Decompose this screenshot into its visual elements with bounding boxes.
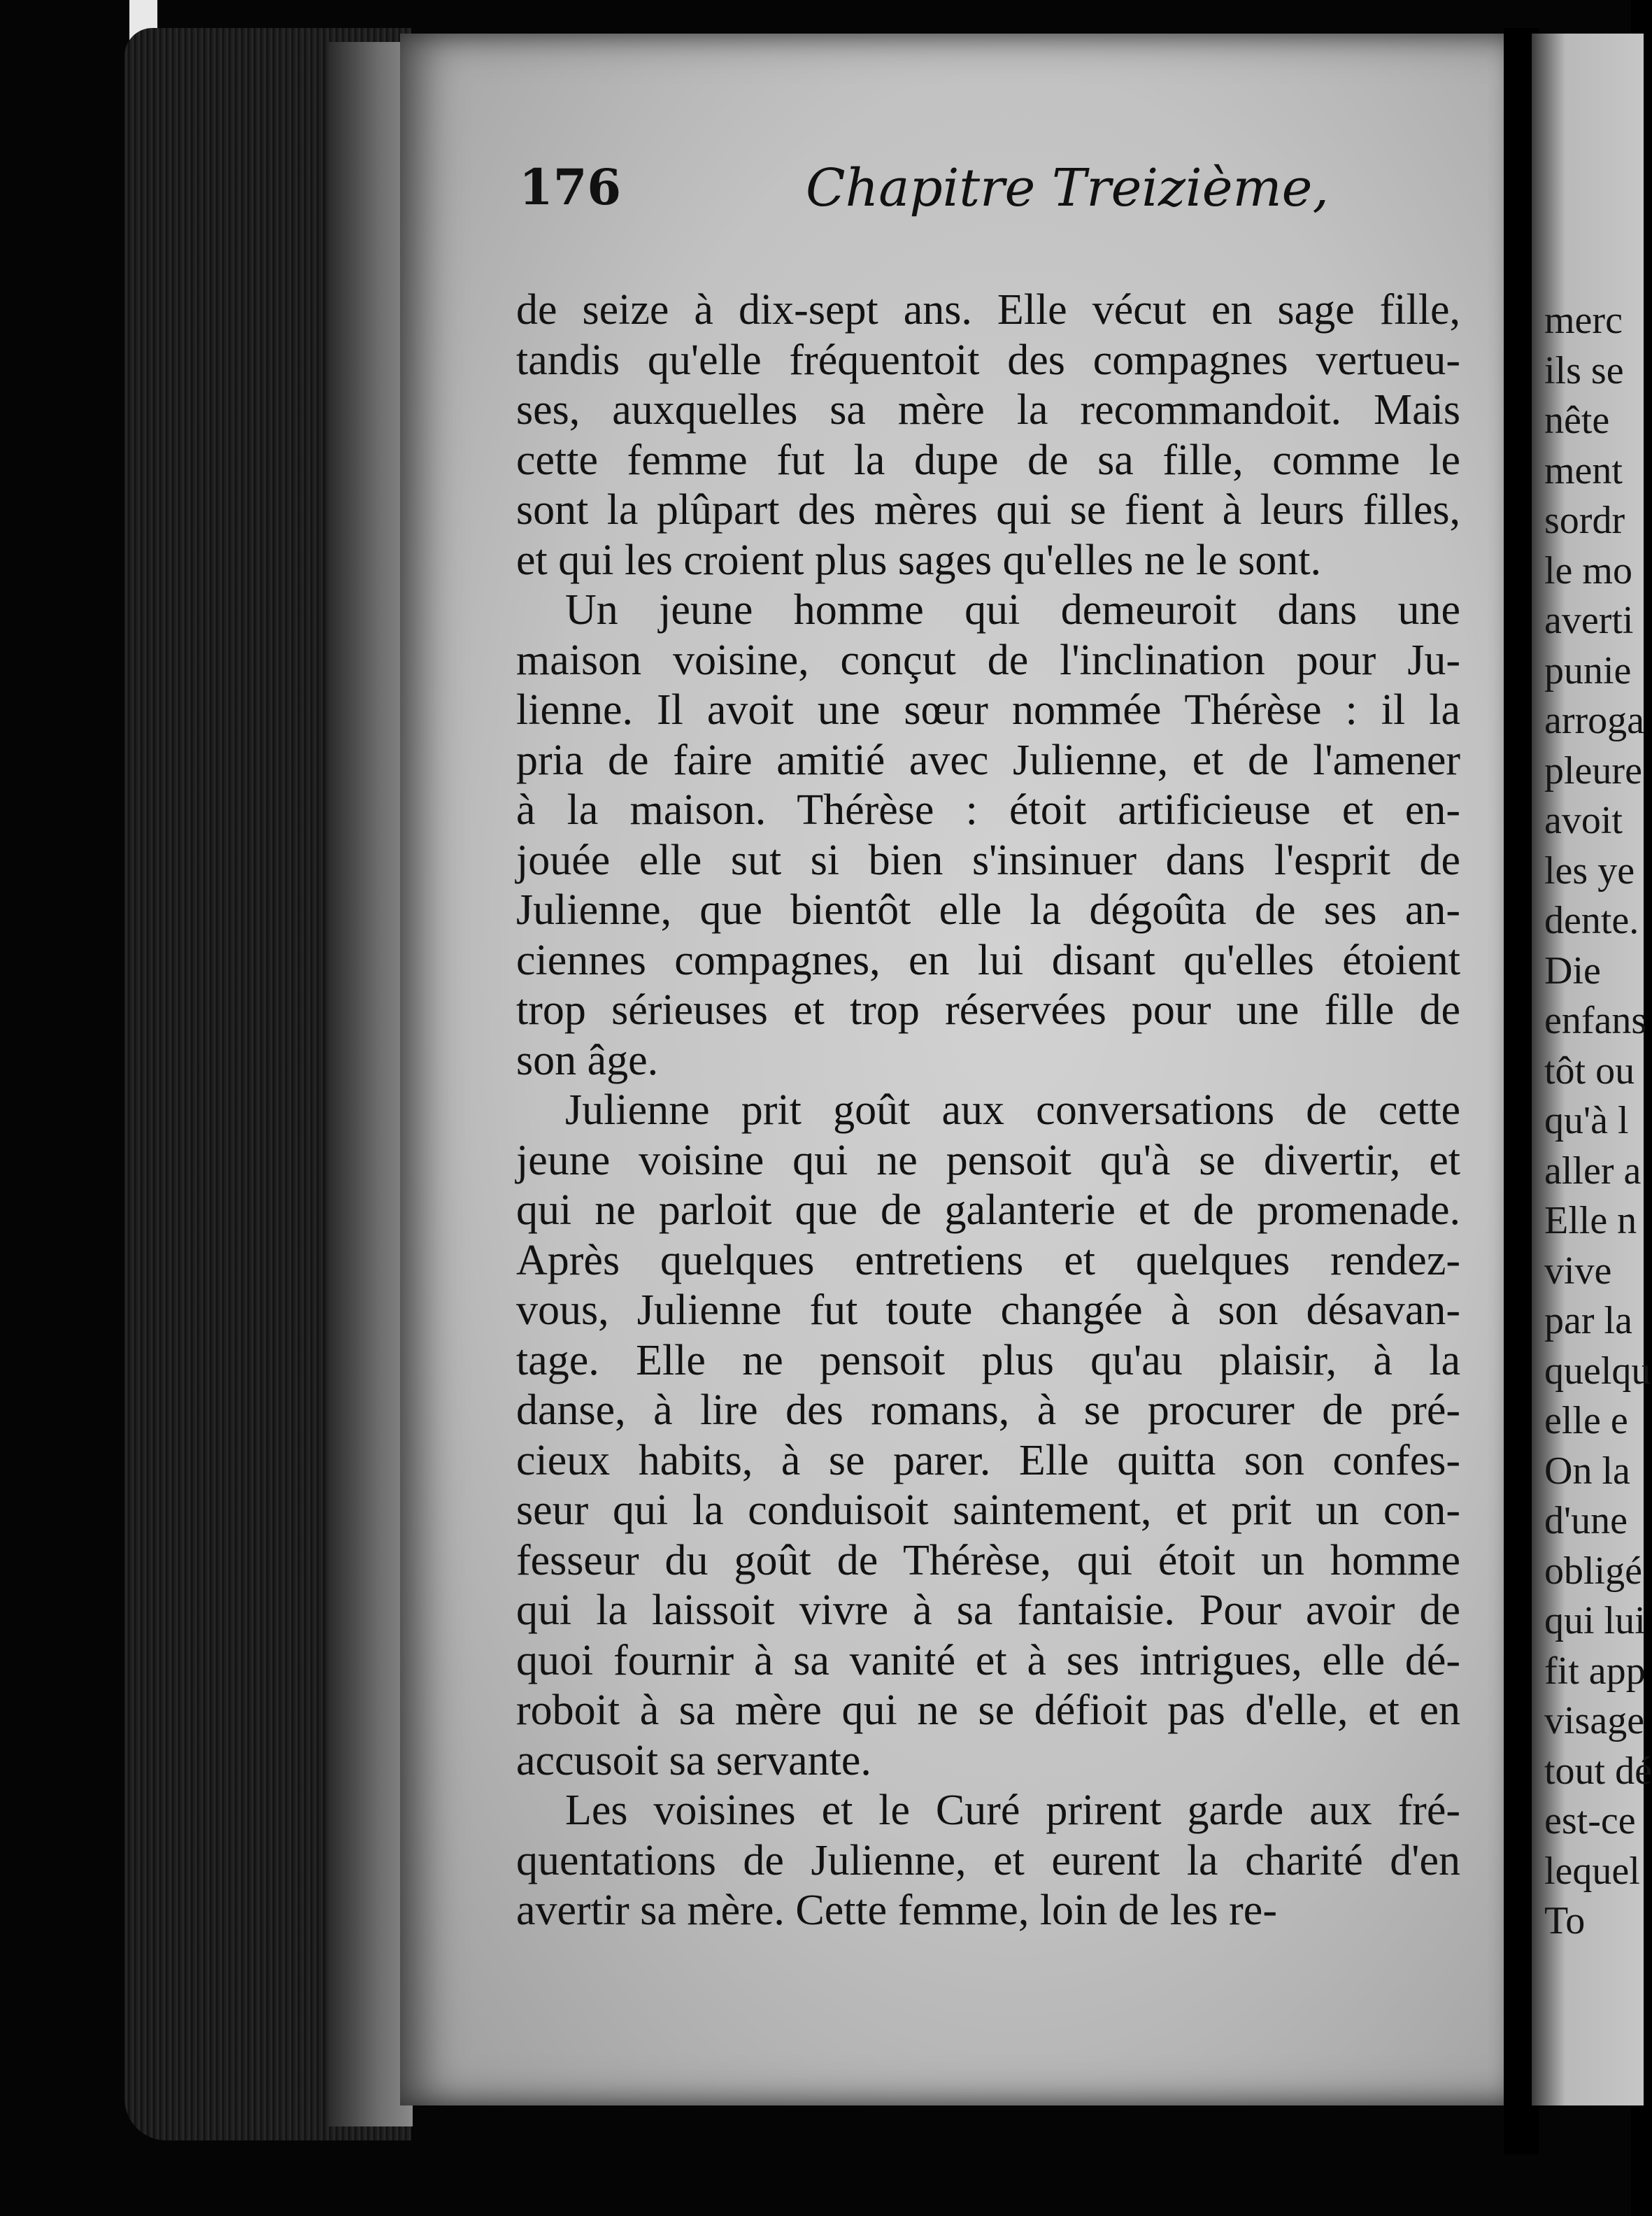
text-line: cieux habits, à se parer. Elle quitta son confes-	[516, 1436, 1460, 1484]
text-line: avertir sa mère. Cette femme, loin de les re-	[516, 1887, 1277, 1934]
facing-page-line: nête	[1544, 399, 1610, 442]
text-line: Julienne prit goût aux conversations de cette	[565, 1086, 1460, 1134]
text-line: Après quelques entretiens et quelques rendez-	[516, 1236, 1460, 1284]
facing-page-line: punie	[1544, 648, 1632, 692]
text-line: jouée elle sut si bien s'insinuer dans l'esprit de	[516, 836, 1460, 884]
page-header	[519, 158, 1428, 249]
facing-page-line: sordr	[1544, 499, 1625, 542]
text-line: quentations de Julienne, et eurent la charité d'en	[516, 1836, 1460, 1884]
text-line: qui ne parloit que de galanterie et de promenade.	[516, 1186, 1460, 1234]
text-line: à la maison. Thérèse : étoit artificieuse et en-	[516, 786, 1460, 834]
text-line: accusoit sa servante.	[516, 1736, 871, 1784]
paragraph	[516, 585, 1460, 1086]
facing-page-line: tôt ou	[1544, 1049, 1635, 1093]
text-line: vous, Julienne fut toute changée à son désavan-	[516, 1286, 1460, 1334]
facing-page-line: elle e	[1544, 1399, 1628, 1442]
facing-page-line: obligé	[1544, 1549, 1642, 1593]
facing-page-line: Elle n	[1544, 1199, 1637, 1242]
text-line: lienne. Il avoit une sœur nommée Thérèse : il la	[516, 686, 1460, 734]
facing-page-line: qu'à l	[1544, 1099, 1629, 1142]
text-line: qui la laissoit vivre à sa fantaisie. Pour avoir de	[516, 1586, 1460, 1634]
text-line: de seize à dix-sept ans. Elle vécut en sage fille,	[516, 286, 1460, 334]
text-line: Un jeune homme qui demeuroit dans une	[565, 586, 1460, 634]
facing-page-line: ils se	[1544, 348, 1624, 392]
page-number: 176	[519, 158, 622, 216]
text-line: ciennes compagnes, en lui disant qu'elles étoient	[516, 936, 1460, 984]
facing-page-line: fit app	[1544, 1649, 1646, 1693]
text-line: Julienne, que bientôt elle la dégoûta de ses an-	[516, 886, 1460, 934]
text-line: seur qui la conduisoit saintement, et prit un con-	[516, 1486, 1460, 1534]
facing-page-line: visage	[1544, 1699, 1645, 1742]
paragraph	[516, 1086, 1460, 1786]
facing-page-line: On la	[1544, 1449, 1630, 1493]
text-line: cette femme fut la dupe de sa fille, comme le	[516, 436, 1460, 484]
text-line: trop sérieuses et trop réservées pour une fille de	[516, 986, 1460, 1034]
facing-page-line: aller a	[1544, 1149, 1642, 1193]
running-head: Chapitre Treizième,	[806, 158, 1329, 218]
text-line: ses, auxquelles sa mère la recommandoit. Mais	[516, 386, 1460, 434]
facing-page-line: quelqu	[1544, 1349, 1651, 1393]
paragraph	[516, 1786, 1460, 1936]
body-text	[516, 285, 1460, 1936]
text-line: sont la plûpart des mères qui se fient à leurs filles,	[516, 486, 1460, 534]
text-line: danse, à lire des romans, à se procurer de pré-	[516, 1386, 1460, 1434]
facing-page-line: avoit	[1544, 799, 1623, 842]
text-line: Les voisines et le Curé prirent garde aux fré-	[565, 1787, 1460, 1834]
text-line: jeune voisine qui ne pensoit qu'à se divertir, et	[516, 1136, 1460, 1184]
facing-page-line: ment	[1544, 448, 1623, 492]
facing-page-line: les ye	[1544, 848, 1635, 893]
text-line: quoi fournir à sa vanité et à ses intrigues, elle dé-	[516, 1636, 1460, 1684]
text-line: roboit à sa mère qui ne se défioit pas d'elle, et en	[516, 1686, 1460, 1734]
text-line: son âge.	[516, 1036, 659, 1084]
facing-page-line: tout dé	[1544, 1749, 1652, 1793]
text-line: pria de faire amitié avec Julienne, et de l'amener	[516, 736, 1460, 784]
facing-page-line: arroga	[1544, 699, 1645, 742]
text-line: tandis qu'elle fréquentoit des compagnes vertueu-	[516, 336, 1460, 384]
facing-page-line: Die	[1544, 949, 1601, 993]
left-page	[400, 34, 1518, 2105]
facing-page-text	[1544, 296, 1652, 1947]
facing-page-line: averti	[1544, 599, 1634, 642]
facing-page-line: d'une	[1544, 1499, 1628, 1542]
text-line: et qui les croient plus sages qu'elles ne le sont.	[516, 536, 1322, 584]
facing-page-line: dente.	[1544, 899, 1639, 942]
facing-page-line: qui lui	[1544, 1599, 1646, 1642]
facing-page-line: le mo	[1544, 548, 1632, 592]
paragraph	[516, 285, 1460, 585]
facing-page-line: lequel	[1544, 1849, 1640, 1893]
text-line: maison voisine, conçut de l'inclination pour Ju-	[516, 636, 1460, 684]
text-line: fesseur du goût de Thérèse, qui étoit un homme	[516, 1536, 1460, 1584]
text-line: tage. Elle ne pensoit plus qu'au plaisir, à la	[516, 1336, 1460, 1384]
facing-page-line: par la	[1544, 1299, 1632, 1342]
facing-page-line: enfans	[1544, 999, 1647, 1042]
facing-page-line: merc	[1544, 299, 1623, 342]
facing-page-line: pleure	[1544, 748, 1642, 793]
facing-page-line: vive	[1544, 1249, 1612, 1293]
facing-page-line: To	[1544, 1899, 1586, 1942]
facing-page-fragment	[1532, 34, 1652, 2105]
facing-page-line: est-ce	[1544, 1799, 1636, 1842]
